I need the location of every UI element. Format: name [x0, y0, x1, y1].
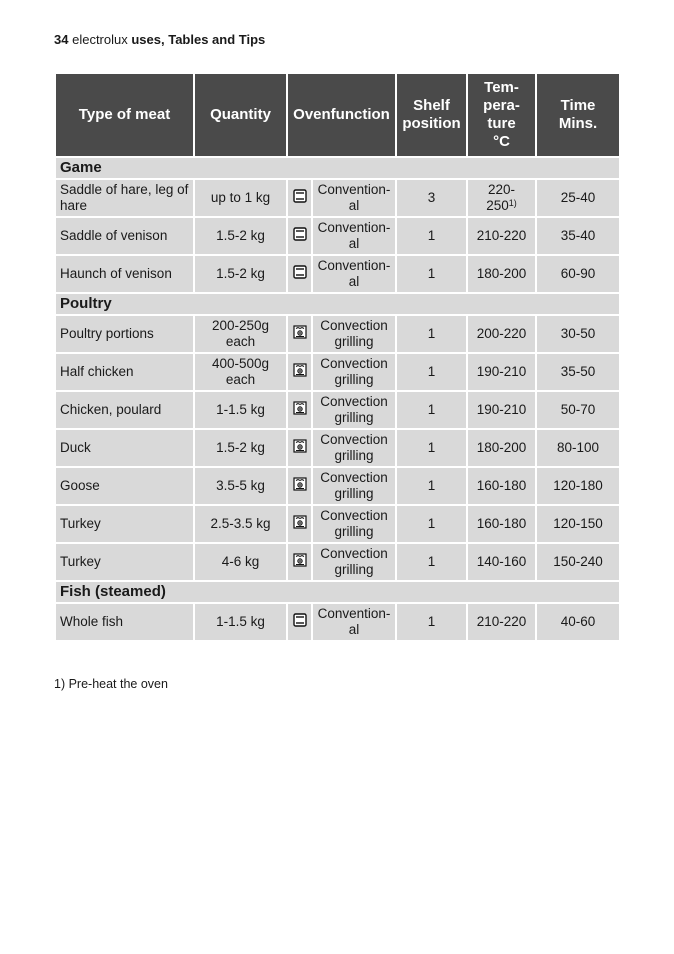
- temperature-line1: 160-180: [476, 478, 527, 493]
- quantity-cell: [194, 255, 287, 293]
- temperature-line1: 220-: [488, 182, 516, 197]
- ovenfunction-line1: Convection: [320, 470, 388, 485]
- shelf-position-cell: 1: [396, 391, 467, 429]
- meat-type-cell: Saddle of hare, leg of hare: [55, 179, 194, 217]
- ovenfunction-icon-cell: [287, 217, 312, 255]
- temperature-cell: [467, 467, 536, 505]
- table-header-row: [55, 73, 620, 157]
- quantity-cell: [194, 603, 287, 641]
- convection-grill-icon: [293, 553, 307, 571]
- quantity-cell: [194, 543, 287, 581]
- ovenfunction-cell: [312, 315, 396, 353]
- ovenfunction-line1: Convention-: [317, 258, 391, 273]
- table-row: [55, 315, 620, 353]
- time-cell: 60-90: [536, 255, 620, 293]
- ovenfunction-cell: [312, 467, 396, 505]
- meat-type-cell: Duck: [55, 429, 194, 467]
- page-number: 34: [54, 32, 69, 47]
- ovenfunction-line1: Convection: [320, 432, 388, 447]
- shelf-position-cell: 1: [396, 467, 467, 505]
- quantity-cell: [194, 179, 287, 217]
- time-cell: 50-70: [536, 391, 620, 429]
- temperature-cell: [467, 603, 536, 641]
- quantity-line1: up to 1 kg: [210, 190, 271, 205]
- ovenfunction-cell: [312, 217, 396, 255]
- meat-type-cell: Saddle of venison: [55, 217, 194, 255]
- time-cell: 25-40: [536, 179, 620, 217]
- brand-name: electrolux: [72, 32, 128, 47]
- shelf-position-cell: 1: [396, 217, 467, 255]
- shelf-position-cell: 3: [396, 179, 467, 217]
- ovenfunction-line1: Convection: [320, 356, 388, 371]
- time-cell: 120-180: [536, 467, 620, 505]
- shelf-position-cell: 1: [396, 315, 467, 353]
- section-title: uses, Tables and Tips: [131, 32, 266, 47]
- page-header: [54, 32, 265, 47]
- temperature-cell: [467, 315, 536, 353]
- ovenfunction-line2: grilling: [334, 486, 374, 501]
- convection-grill-icon: [293, 401, 307, 419]
- ovenfunction-cell: [312, 603, 396, 641]
- ovenfunction-icon-cell: [287, 543, 312, 581]
- quantity-cell: [194, 505, 287, 543]
- ovenfunction-cell: [312, 543, 396, 581]
- conventional-icon: [293, 227, 307, 245]
- time-cell: 120-150: [536, 505, 620, 543]
- meat-type-cell: Haunch of venison: [55, 255, 194, 293]
- convection-grill-icon: [293, 477, 307, 495]
- ovenfunction-icon-cell: [287, 467, 312, 505]
- quantity-cell: [194, 353, 287, 391]
- ovenfunction-icon-cell: [287, 315, 312, 353]
- ovenfunction-line2: al: [348, 622, 360, 637]
- table-row: [55, 543, 620, 581]
- quantity-line1: 200-250g: [211, 318, 270, 333]
- conventional-icon: [293, 189, 307, 207]
- shelf-position-cell: 1: [396, 603, 467, 641]
- temperature-line1: 200-220: [476, 326, 527, 341]
- ovenfunction-line1: Convention-: [317, 606, 391, 621]
- shelf-position-cell: 1: [396, 543, 467, 581]
- ovenfunction-icon-cell: [287, 505, 312, 543]
- convection-grill-icon: [293, 439, 307, 457]
- temperature-line1: 210-220: [476, 614, 527, 629]
- group-row-game: Game: [55, 157, 620, 179]
- ovenfunction-line1: Convection: [320, 508, 388, 523]
- time-cell: 30-50: [536, 315, 620, 353]
- table-row: [55, 391, 620, 429]
- ovenfunction-line2: grilling: [334, 524, 374, 539]
- temperature-cell: [467, 505, 536, 543]
- temperature-line1: 160-180: [476, 516, 527, 531]
- ovenfunction-line2: al: [348, 198, 360, 213]
- table-row: [55, 217, 620, 255]
- quantity-cell: [194, 217, 287, 255]
- table-row: [55, 603, 620, 641]
- quantity-line1: 2.5-3.5 kg: [210, 516, 271, 531]
- temperature-cell: [467, 255, 536, 293]
- temperature-line2: 250: [486, 198, 509, 213]
- col-header-ovenfunction: Ovenfunction: [287, 73, 396, 157]
- temperature-cell: [467, 543, 536, 581]
- table-row: [55, 429, 620, 467]
- temperature-line1: 190-210: [476, 402, 527, 417]
- temperature-cell: [467, 429, 536, 467]
- meat-type-cell: Poultry portions: [55, 315, 194, 353]
- ovenfunction-cell: [312, 505, 396, 543]
- temperature-cell: [467, 353, 536, 391]
- table-row: [55, 255, 620, 293]
- temperature-cell: [467, 391, 536, 429]
- conventional-icon: [293, 265, 307, 283]
- quantity-line1: 4-6 kg: [221, 554, 260, 569]
- group-row-poultry: Poultry: [55, 293, 620, 315]
- ovenfunction-line2: al: [348, 236, 360, 251]
- col-header-type: Type of meat: [55, 73, 194, 157]
- meat-type-cell: Turkey: [55, 505, 194, 543]
- table-row: [55, 353, 620, 391]
- shelf-position-cell: 1: [396, 505, 467, 543]
- quantity-line1: 1.5-2 kg: [216, 266, 265, 281]
- time-cell: 150-240: [536, 543, 620, 581]
- meat-type-cell: Half chicken: [55, 353, 194, 391]
- col-header-temperature: Tem- pera- ture °C: [467, 73, 536, 157]
- quantity-line1: 400-500g: [211, 356, 270, 371]
- ovenfunction-line2: grilling: [334, 410, 374, 425]
- quantity-cell: [194, 315, 287, 353]
- quantity-cell: [194, 467, 287, 505]
- quantity-cell: [194, 391, 287, 429]
- ovenfunction-icon-cell: [287, 353, 312, 391]
- shelf-position-cell: 1: [396, 255, 467, 293]
- footnote-ref: 1): [508, 198, 517, 208]
- ovenfunction-line2: grilling: [334, 372, 374, 387]
- shelf-position-cell: 1: [396, 429, 467, 467]
- ovenfunction-line2: al: [348, 274, 360, 289]
- temperature-line1: 180-200: [476, 440, 527, 455]
- footnote: 1) Pre-heat the oven: [54, 677, 168, 691]
- temperature-cell: [467, 179, 536, 217]
- temperature-line1: 190-210: [476, 364, 527, 379]
- ovenfunction-line1: Convention-: [317, 220, 391, 235]
- time-cell: 80-100: [536, 429, 620, 467]
- quantity-cell: [194, 429, 287, 467]
- time-cell: 40-60: [536, 603, 620, 641]
- ovenfunction-line2: grilling: [334, 562, 374, 577]
- shelf-position-cell: 1: [396, 353, 467, 391]
- meat-roasting-table: [54, 72, 621, 642]
- table-row: [55, 505, 620, 543]
- quantity-line1: 1.5-2 kg: [216, 228, 265, 243]
- temperature-line1: 180-200: [476, 266, 527, 281]
- col-header-time: Time Mins.: [536, 73, 620, 157]
- temperature-line1: 140-160: [476, 554, 527, 569]
- ovenfunction-cell: [312, 353, 396, 391]
- quantity-line1: 1-1.5 kg: [216, 402, 265, 417]
- convection-grill-icon: [293, 515, 307, 533]
- ovenfunction-cell: [312, 429, 396, 467]
- ovenfunction-line1: Convection: [320, 394, 388, 409]
- temperature-cell: [467, 217, 536, 255]
- ovenfunction-line1: Convection: [320, 546, 388, 561]
- meat-type-cell: Turkey: [55, 543, 194, 581]
- col-header-shelf: Shelf position: [396, 73, 467, 157]
- quantity-line1: 3.5-5 kg: [216, 478, 265, 493]
- quantity-line2: each: [225, 334, 256, 349]
- temperature-line1: 210-220: [476, 228, 527, 243]
- convection-grill-icon: [293, 363, 307, 381]
- ovenfunction-icon-cell: [287, 391, 312, 429]
- meat-type-cell: Goose: [55, 467, 194, 505]
- quantity-line1: 1.5-2 kg: [216, 440, 265, 455]
- ovenfunction-icon-cell: [287, 603, 312, 641]
- ovenfunction-icon-cell: [287, 255, 312, 293]
- ovenfunction-cell: [312, 391, 396, 429]
- conventional-icon: [293, 613, 307, 631]
- ovenfunction-line1: Convention-: [317, 182, 391, 197]
- table-row: [55, 179, 620, 217]
- quantity-line1: 1-1.5 kg: [216, 614, 265, 629]
- ovenfunction-line2: grilling: [334, 334, 374, 349]
- ovenfunction-cell: [312, 255, 396, 293]
- ovenfunction-icon-cell: [287, 429, 312, 467]
- time-cell: 35-50: [536, 353, 620, 391]
- meat-type-cell: Chicken, poulard: [55, 391, 194, 429]
- convection-grill-icon: [293, 325, 307, 343]
- time-cell: 35-40: [536, 217, 620, 255]
- quantity-line2: each: [225, 372, 256, 387]
- table-row: [55, 467, 620, 505]
- ovenfunction-cell: [312, 179, 396, 217]
- group-row-fish: Fish (steamed): [55, 581, 620, 603]
- ovenfunction-line1: Convection: [320, 318, 388, 333]
- ovenfunction-line2: grilling: [334, 448, 374, 463]
- meat-type-cell: Whole fish: [55, 603, 194, 641]
- ovenfunction-icon-cell: [287, 179, 312, 217]
- col-header-quantity: Quantity: [194, 73, 287, 157]
